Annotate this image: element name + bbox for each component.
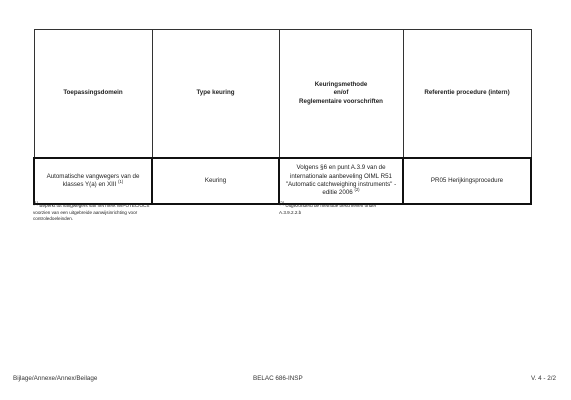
scope-table [33,29,532,205]
header-reference: Referentie procedure (intern) [403,30,531,159]
header-method-line2: en/of [333,89,349,97]
footnote-1-marker: (1) [33,200,39,206]
footer-annex-label: Bijlage/Annexe/Annex/Beilage [13,375,98,382]
header-domain: Toepassingsdomein [34,30,152,159]
footer-document-code: BELAC 686-INSP [253,375,303,382]
header-type: Type keuring [152,30,279,159]
header-method-line3: Reglementaire voorschriften [299,97,383,105]
footnote-1 [33,200,153,223]
footnote-ref-1: (1) [118,178,124,184]
cell-reference: PR05 Herijkingsprocedure [403,158,531,204]
table-header-row [34,30,531,159]
cell-type: Keuring [152,158,279,204]
footnote-1-text: Beperkt tot vangwegers van het merk WIPOTEC/OCS voorzien van een uitgebreide aanwijsinrichting voor controledoeleinden. [33,203,150,222]
cell-domain: Automatische vangwegers van de klasses Y(a) en XIII $^{(1)}$ [34,158,152,204]
footer-version-page: V. 4 - 2/2 [531,375,556,382]
footnote-2 [279,200,399,216]
header-method [279,30,403,159]
table-row [34,158,531,204]
header-method-line1: Keuringsmethode [314,80,368,88]
footnote-2-marker: (2) [279,200,285,206]
footnote-ref-2: (2) [354,187,360,193]
footnote-2-text: Uitgezonderd de methode beschreven onder A.3.9.2.2.b [279,203,377,215]
cell-method: Volgens §6 en punt A.3.9 van de internationale aanbeveling OIML R51 "Automatic catchweighing instruments" - editie 2006 $^{(2)}$ [279,158,403,204]
